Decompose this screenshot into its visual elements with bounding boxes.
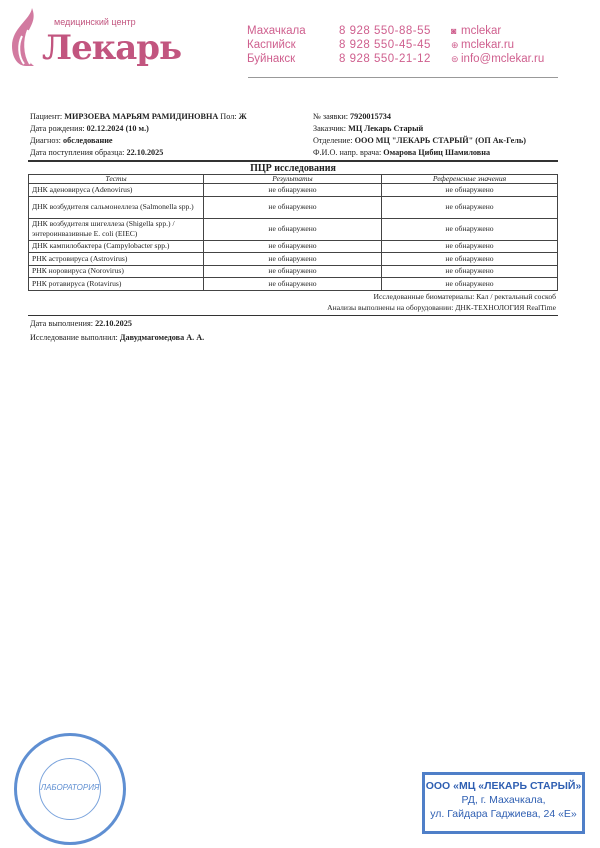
reference-value: не обнаружено <box>382 265 558 278</box>
label: Исследование выполнил: <box>30 332 118 342</box>
label: № заявки: <box>313 112 348 121</box>
link[interactable]: mclekar <box>461 25 502 37</box>
sample-date: 22.10.2025 <box>126 148 164 157</box>
table-row <box>29 196 558 218</box>
performer <box>30 332 558 344</box>
contact-row <box>247 52 544 66</box>
laboratory-round-stamp <box>14 733 126 845</box>
logo-name: Лекарь <box>42 28 182 68</box>
completion-date <box>30 318 558 330</box>
link[interactable]: mclekar.ru <box>461 39 515 51</box>
label: Заказчик: <box>313 124 347 133</box>
label: Отделение: <box>313 136 353 145</box>
contact-row <box>247 38 544 52</box>
contact-row <box>247 24 544 38</box>
phone: 8 928 550-21-12 <box>339 53 431 65</box>
contacts <box>247 24 544 66</box>
city: Буйнакск <box>247 53 296 65</box>
result-value: не обнаружено <box>204 278 382 291</box>
label: Диагноз: <box>30 136 61 145</box>
dob: 02.12.2024 (10 м.) <box>86 124 149 133</box>
link[interactable]: info@mclekar.ru <box>461 53 545 65</box>
test-name: ДНК возбудителя сальмонеллеза (Salmonella spp.) <box>29 196 204 218</box>
results-block <box>28 174 558 346</box>
result-value: не обнаружено <box>204 265 382 278</box>
result-value: не обнаружено <box>204 240 382 253</box>
stamp-line: ООО «МЦ «ЛЕКАРЬ СТАРЫЙ» <box>425 780 582 792</box>
table-row <box>29 184 558 197</box>
result-value: не обнаружено <box>204 196 382 218</box>
reference-value: не обнаружено <box>382 278 558 291</box>
label: Дата рождения: <box>30 124 85 133</box>
test-name: РНК ротавируса (Rotavirus) <box>29 278 204 291</box>
table-row <box>29 278 558 291</box>
test-name: ДНК кампилобактера (Campylobacter spp.) <box>29 240 204 253</box>
logo-subtitle: медицинский центр <box>54 17 136 27</box>
phone: 8 928 550-45-45 <box>339 39 431 51</box>
test-name: РНК норовируса (Norovirus) <box>29 265 204 278</box>
label: Пациент: <box>30 112 63 121</box>
results-table <box>28 174 558 291</box>
globe-icon: ⊕ <box>451 40 459 50</box>
doctor: Омарова Цибиц Шамиловна <box>383 148 491 157</box>
result-value: не обнаружено <box>204 253 382 266</box>
diagnosis: обследование <box>63 136 113 145</box>
label: Пол: <box>220 112 237 121</box>
patient-info-left <box>30 111 247 159</box>
reference-value: не обнаружено <box>382 184 558 197</box>
reference-value: не обнаружено <box>382 240 558 253</box>
patient-info-right <box>313 111 526 159</box>
sex: Ж <box>238 112 247 121</box>
phone: 8 928 550-88-55 <box>339 25 431 37</box>
customer: МЦ Лекарь Старый <box>348 124 424 133</box>
city: Махачкала <box>247 25 306 37</box>
table-row <box>29 253 558 266</box>
divider <box>28 160 558 162</box>
reference-value: не обнаружено <box>382 218 558 240</box>
organization-stamp <box>422 772 585 834</box>
table-row <box>29 218 558 240</box>
header-divider <box>248 77 558 78</box>
reference-value: не обнаружено <box>382 196 558 218</box>
biomaterial-note: Исследованные биоматериалы: Кал / ректальный соскоб <box>373 291 556 301</box>
column-header: Референсные значения <box>382 175 558 184</box>
patient-name: МИРЗОЕВА МАРЬЯМ РАМИДИНОВНА <box>64 112 219 121</box>
instagram-icon: ◙ <box>451 26 457 36</box>
stamp-center-text: ЛАБОРАТОРИЯ <box>40 783 100 792</box>
table-row <box>29 240 558 253</box>
column-header: Тесты <box>29 175 204 184</box>
divider <box>28 315 558 316</box>
stamp-line: РД, г. Махачкала, <box>461 794 546 806</box>
table-row <box>29 265 558 278</box>
test-name: ДНК возбудителя шигеллеза (Shigella spp.) / энтероинвазивные E. coli (EIEC) <box>29 218 204 240</box>
date: 22.10.2025 <box>95 318 132 328</box>
result-value: не обнаружено <box>204 184 382 197</box>
label: Дата выполнения: <box>30 318 94 328</box>
test-name: ДНК аденовируса (Adenovirus) <box>29 184 204 197</box>
results-title: ПЦР исследования <box>250 163 336 174</box>
city: Каспийск <box>247 39 296 51</box>
test-name: РНК астровируса (Astrovirus) <box>29 253 204 266</box>
email-icon: ⊜ <box>451 54 459 64</box>
stamp-line: ул. Гайдара Гаджиева, 24 «Е» <box>430 808 577 820</box>
equipment-note: Анализы выполнены на оборудовании: ДНК-ТЕХНОЛОГИЯ RealTime <box>327 302 556 312</box>
department: ООО МЦ "ЛЕКАРЬ СТАРЫЙ" (ОП Ак-Гель) <box>354 136 526 145</box>
column-header: Результаты <box>204 175 382 184</box>
label: Дата поступления образца: <box>30 148 125 157</box>
reference-value: не обнаружено <box>382 253 558 266</box>
label: Ф.И.О. напр. врача: <box>313 148 382 157</box>
result-value: не обнаружено <box>204 218 382 240</box>
order-number: 7920015734 <box>350 112 391 121</box>
performer-name: Давудмагомедова А. А. <box>119 332 205 342</box>
